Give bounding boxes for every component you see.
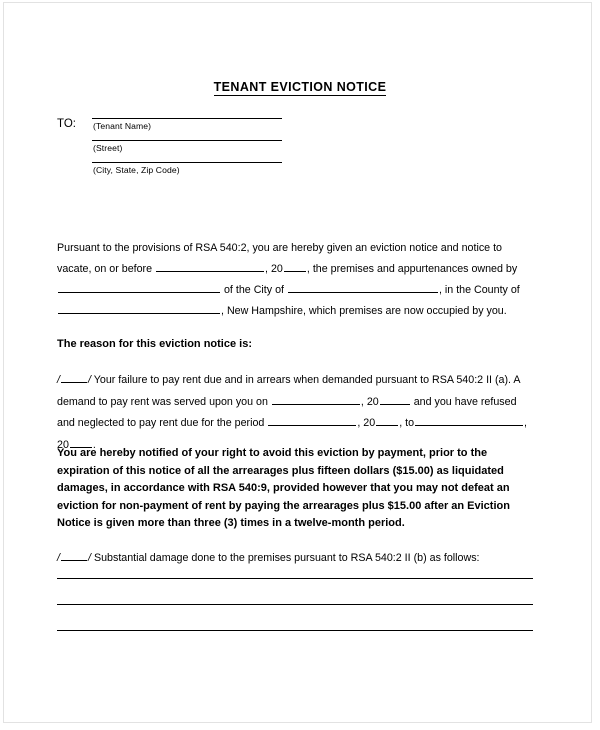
reason-item-nonpayment [57, 370, 533, 456]
recipient-field-street[interactable] [92, 140, 282, 153]
item-one-text-2: , 20 [360, 395, 379, 408]
write-in-line-3[interactable] [57, 630, 533, 631]
premises-blank[interactable] [58, 282, 220, 293]
marker-open-one: / [57, 374, 60, 386]
page-title-text: TENANT EVICTION NOTICE [213, 80, 387, 94]
damage-description-lines [57, 578, 533, 656]
eviction-intro-paragraph [57, 238, 533, 322]
intro-text-2: , 20 [265, 263, 283, 275]
write-in-line-1[interactable] [57, 578, 533, 579]
item-one-text-7: . [92, 438, 96, 451]
payment-rights-paragraph: You are hereby notified of your right to avoid this eviction by payment, prior to the expiration of this notice of all the arrearages plus fifteen dollars ($15.00) as liquidated damages, in accordance with RSA 540:9, provided however that you may not defeat an eviction for non-payment of rent by paying the arrearages plus $15.00 after an Eviction Notice is given more than three (3) times in a twelve-month period. [57, 447, 510, 529]
city-blank[interactable] [288, 282, 438, 293]
period-from-year-blank[interactable] [376, 415, 398, 426]
checkbox-slot-two[interactable] [61, 551, 87, 561]
city-state-zip-caption: (City, State, Zip Code) [93, 165, 180, 175]
reason-item-damage [57, 548, 533, 569]
recipient-field-city-state-zip[interactable] [92, 162, 282, 175]
marker-close-two: / [87, 552, 91, 564]
checkbox-item-one[interactable] [57, 374, 91, 386]
vacate-year-blank[interactable] [284, 261, 306, 272]
demand-year-blank[interactable] [380, 394, 410, 405]
marker-close-one: / [87, 374, 91, 386]
item-one-text-3: and you have refused and neglected to pay rent due for the period [57, 395, 517, 429]
reason-heading: The reason for this eviction notice is: [57, 338, 252, 350]
checkbox-item-two[interactable] [57, 552, 91, 564]
recipient-field-tenant-name[interactable] [92, 118, 282, 131]
intro-text-5: , in the County of [438, 284, 520, 296]
checkbox-slot-one[interactable] [61, 373, 87, 383]
intro-text-3: , the premises and appurtenances owned by [306, 263, 518, 275]
item-two-text: Substantial damage done to the premises pursuant to RSA 540:2 II (b) as follows: [93, 552, 480, 564]
page-title [0, 80, 600, 96]
item-one-text-4: , 20 [357, 417, 376, 429]
street-caption: (Street) [93, 143, 123, 153]
tenant-name-caption: (Tenant Name) [93, 121, 152, 131]
intro-text-1: Pursuant to the provisions of RSA 540:2, you are hereby given an eviction notice and notice to vacate, on or before [57, 242, 502, 275]
to-label: TO: [57, 118, 76, 130]
marker-open-two: / [57, 552, 60, 564]
demand-date-blank[interactable] [272, 394, 360, 405]
intro-text-4: of the City of [223, 284, 284, 296]
recipient-fields [92, 118, 292, 180]
item-one-text-6: , 20 [57, 417, 528, 451]
vacate-date-blank[interactable] [156, 261, 264, 272]
item-one-text-5: , to [399, 417, 415, 429]
intro-text-6: , New Hampshire, which premises are now occupied by you. [221, 305, 507, 317]
item-one-text-1: Your failure to pay rent due and in arrears when demanded pursuant to RSA 540:2 II (a). A demand to pay rent was served upon you on [57, 374, 520, 408]
period-to-blank[interactable] [415, 415, 523, 426]
period-from-blank[interactable] [268, 415, 356, 426]
county-blank[interactable] [58, 303, 220, 314]
write-in-line-2[interactable] [57, 604, 533, 605]
